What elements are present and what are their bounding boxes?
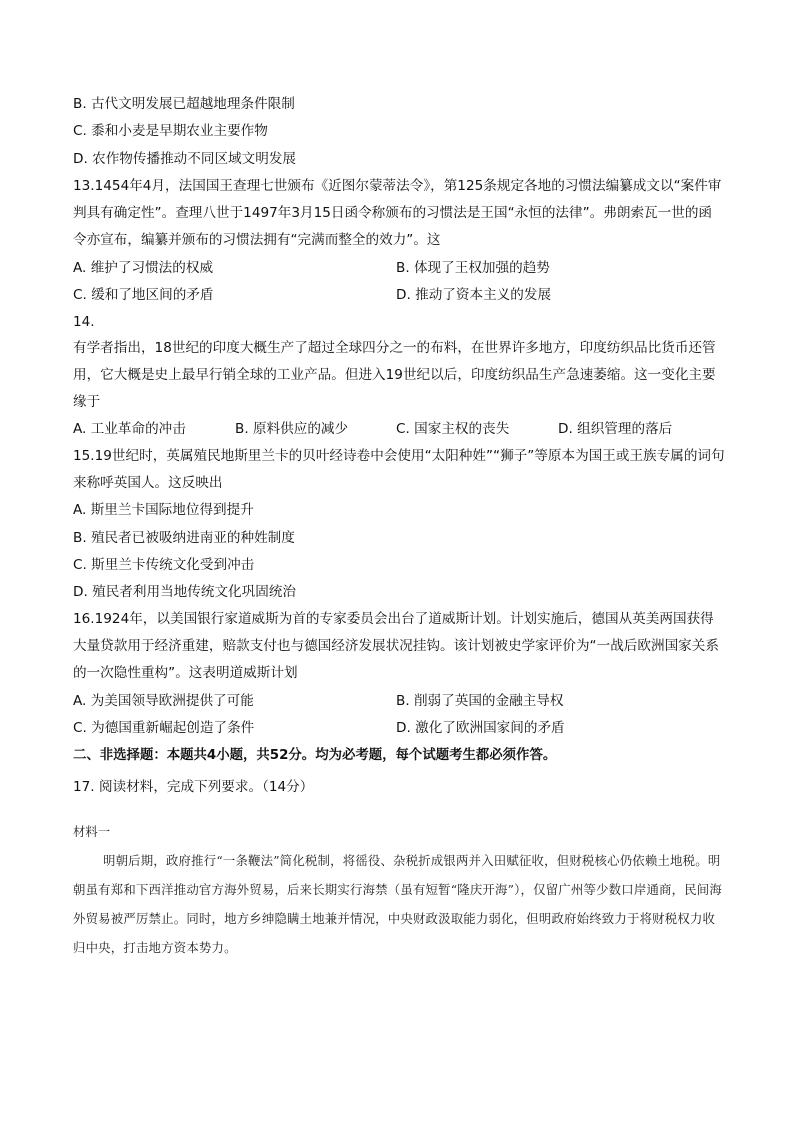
q16-stem: 16.1924年，以美国银行家道威斯为首的专家委员会出台了道威斯计划。计划实施后，德国从英美两国获得大量贷款用于经济重建，赔款支付也与德国经济发展状况挂钩。该计划被史学家评价为“一战后欧洲国家关系的一次隐性重构”。这表明道威斯计划 [73,611,719,681]
q13-option-c: C. 缓和了地区间的矛盾 [73,287,214,303]
material-label: 材料一 [73,824,111,839]
q13-option-d: D. 推动了资本主义的发展 [396,287,552,303]
section-heading: 二、非选择题：本题共4小题，共52分。均为必考题，每个试题考生都必须作答。 [73,748,557,763]
q14-stem: 有学者指出，18世纪的印度大概生产了超过全球四分之一的布料，在世界许多地方，印度纺织品比货币还管用，它大概是史上最早行销全球的工业产品。但进入19世纪以后，印度纺织品生产急速萎缩。这一变化主要缘于 [73,340,716,410]
q13-stem: 13.1454年4月，法国国王查理七世颁布《近图尔蒙蒂法令》，第125条规定各地的习惯法编纂成文以“案件审判具有确定性”。查理八世于1497年3月15日函令称颁布的习惯法是王国“永恒的法律”。弗朗索瓦一世的函令亦宣布，编纂并颁布的习惯法拥有“完满而整全的效力”。这 [73,178,722,248]
q14-option-c: C. 国家主权的丧失 [396,421,510,437]
q13-option-a: A. 维护了习惯法的权威 [73,260,214,276]
q12-option-d: D. 农作物传播推动不同区域文明发展 [73,151,297,167]
q16-option-c: C. 为德国重新崛起创造了条件 [73,720,255,736]
q15-option-b: B. 殖民者已被吸纳进南亚的种姓制度 [73,530,295,546]
q15-option-d: D. 殖民者利用当地传统文化巩固统治 [73,584,297,600]
q16-option-a: A. 为美国领导欧洲提供了可能 [73,693,254,709]
q16-option-d: D. 激化了欧洲国家间的矛盾 [396,720,565,736]
q16-option-b: B. 削弱了英国的金融主导权 [396,693,564,709]
q14-option-a: A. 工业革命的冲击 [73,421,186,437]
q17-stem: 17. 阅读材料，完成下列要求。（14分） [73,779,314,795]
q12-option-b: B. 古代文明发展已超越地理条件限制 [73,96,295,112]
q14-option-b: B. 原料供应的减少 [235,421,349,437]
q14-number: 14. [73,314,95,330]
q15-stem: 15.19世纪时，英属殖民地斯里兰卡的贝叶经诗卷中会使用“太阳种姓”“狮子”等原本为国王或王族专属的词句来称呼英国人。这反映出 [73,448,725,491]
q15-option-a: A. 斯里兰卡国际地位得到提升 [73,502,254,518]
q15-option-c: C. 斯里兰卡传统文化受到冲击 [73,557,255,573]
material-text: 明朝后期，政府推行“一条鞭法”简化税制，将徭役、杂税折成银两并入田赋征收，但财税核心仍依赖土地税。明朝虽有郑和下西洋推动官方海外贸易，后来长期实行海禁（虽有短暂“隆庆开海”），仅留广州等少数口岸通商，民间海外贸易被严厉禁止。同时，地方乡绅隐瞒土地兼并情况，中央财政汲取能力弱化，但明政府始终致力于将财税权力收归中央，打击地方资本势力。 [73,853,722,955]
q12-option-c: C. 黍和小麦是早期农业主要作物 [73,123,268,139]
q13-option-b: B. 体现了王权加强的趋势 [396,260,550,276]
q14-option-d: D. 组织管理的落后 [558,421,673,437]
